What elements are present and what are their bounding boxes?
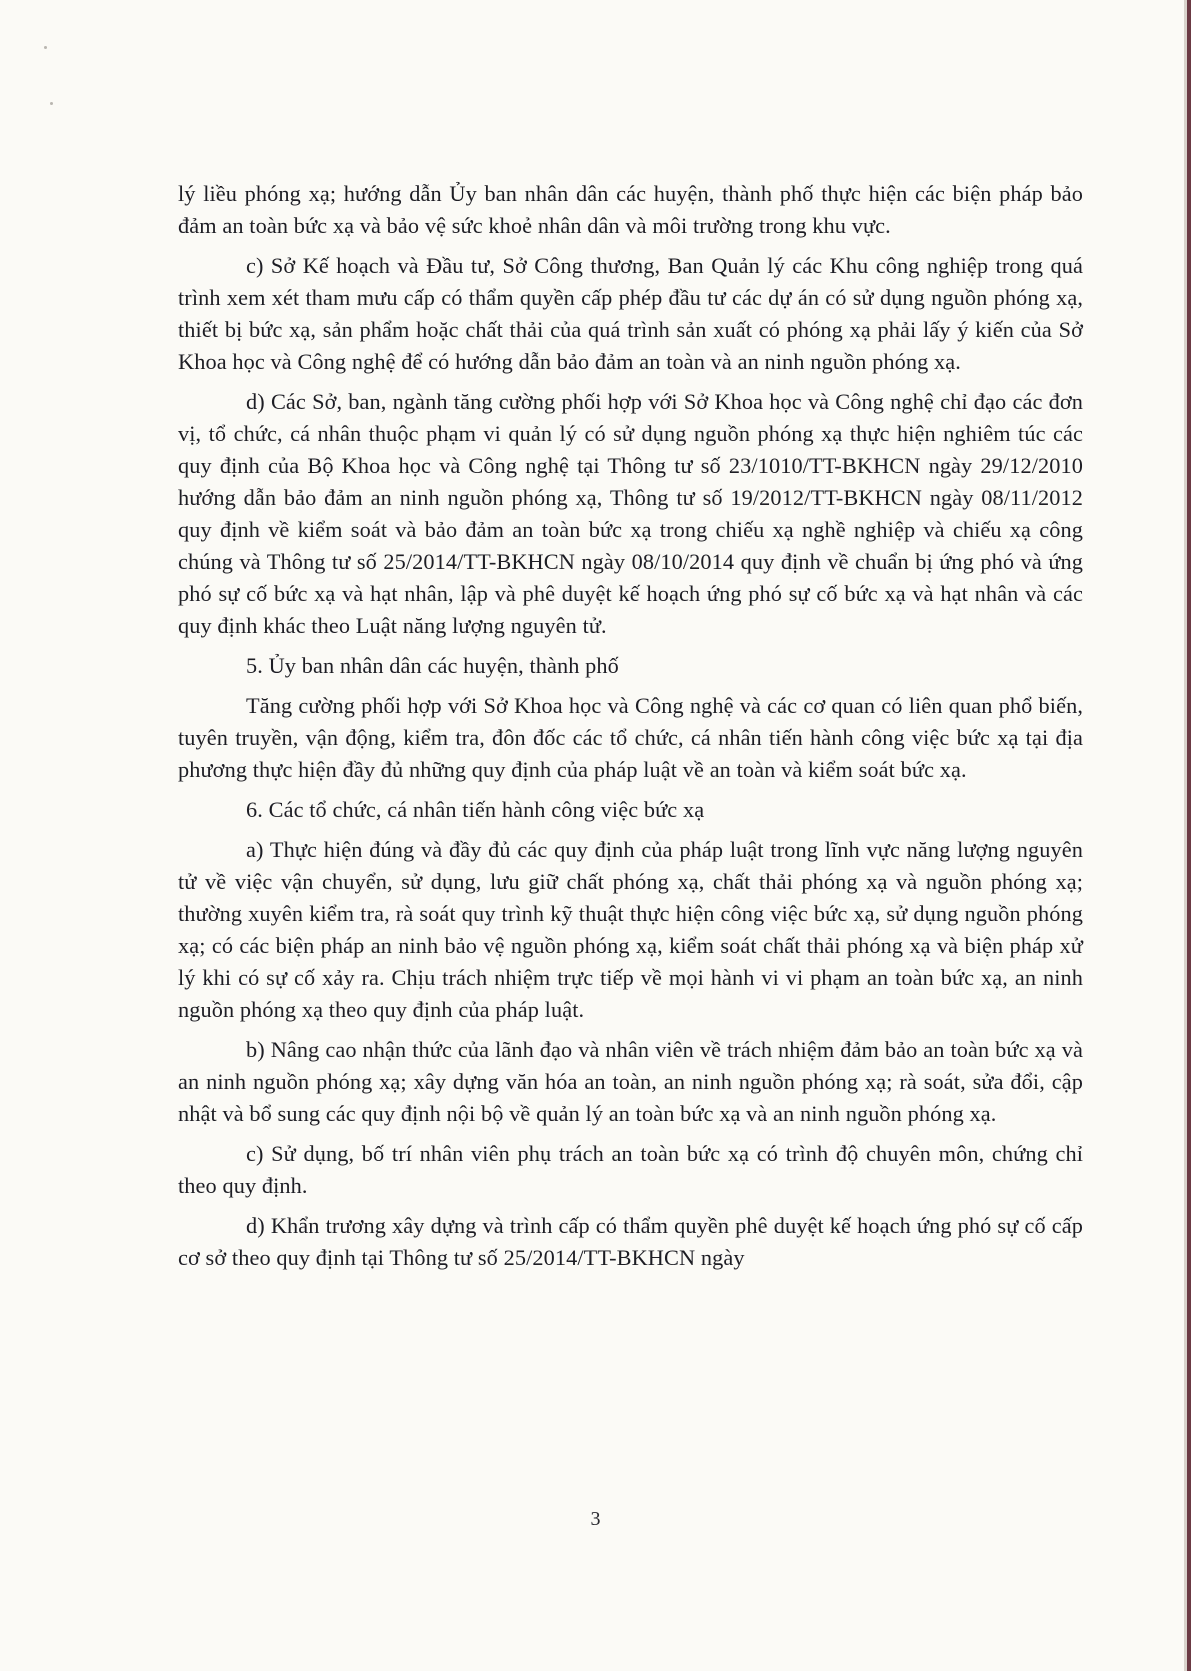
- paragraph-section-5: Tăng cường phối hợp với Sở Khoa học và Công nghệ và các cơ quan có liên quan phổ biến, tuyên truyền, vận động, kiểm tra, đôn đốc các tổ chức, cá nhân tiến hành công việc bức xạ tại địa phương thực hiện đầy đủ những quy định của pháp luật về an toàn và kiểm soát bức xạ.: [178, 693, 1083, 782]
- scan-speck: [50, 102, 53, 105]
- page-number: 3: [590, 1508, 601, 1530]
- paragraph-continuation: lý liều phóng xạ; hướng dẫn Ủy ban nhân dân các huyện, thành phố thực hiện các biện pháp bảo đảm an toàn bức xạ và bảo vệ sức khoẻ nhân dân và môi trường trong khu vực.: [178, 181, 1083, 238]
- paragraph-item-c: c) Sở Kế hoạch và Đầu tư, Sở Công thương, Ban Quản lý các Khu công nghiệp trong quá trình xem xét tham mưu cấp có thẩm quyền cấp phép đầu tư các dự án có sử dụng nguồn phóng xạ, thiết bị bức xạ, sản phẩm hoặc chất thải của quá trình sản xuất có phóng xạ phải lấy ý kiến của Sở Khoa học và Công nghệ để có hướng dẫn bảo đảm an toàn và an ninh nguồn phóng xạ.: [178, 253, 1083, 374]
- paragraph-item-d: d) Các Sở, ban, ngành tăng cường phối hợp với Sở Khoa học và Công nghệ chỉ đạo các đơn vị, tổ chức, cá nhân thuộc phạm vi quản lý có sử dụng nguồn phóng xạ thực hiện nghiêm túc các quy định của Bộ Khoa học và Công nghệ tại Thông tư số 23/1010/TT-BKHCN ngày 29/12/2010 hướng dẫn bảo đảm an ninh nguồn phóng xạ, Thông tư số 19/2012/TT-BKHCN ngày 08/11/2012 quy định về kiểm soát và bảo đảm an toàn bức xạ trong chiếu xạ nghề nghiệp và chiếu xạ công chúng và Thông tư số 25/2014/TT-BKHCN ngày 08/10/2014 quy định về chuẩn bị ứng phó và ứng phó sự cố bức xạ và hạt nhân, lập và phê duyệt kế hoạch ứng phó sự cố bức xạ và hạt nhân và các quy định khác theo Luật năng lượng nguyên tử.: [178, 389, 1083, 638]
- paragraph-item-d2: d) Khẩn trương xây dựng và trình cấp có thẩm quyền phê duyệt kế hoạch ứng phó sự cố cấp cơ sở theo quy định tại Thông tư số 25/2014/TT-BKHCN ngày: [178, 1213, 1083, 1270]
- paragraph-item-b: b) Nâng cao nhận thức của lãnh đạo và nhân viên về trách nhiệm đảm bảo an toàn bức xạ và an ninh nguồn phóng xạ; xây dựng văn hóa an toàn, an ninh nguồn phóng xạ; rà soát, sửa đổi, cập nhật và bổ sung các quy định nội bộ về quản lý an toàn bức xạ và an ninh nguồn phóng xạ.: [178, 1037, 1083, 1126]
- document-body: [178, 178, 1083, 1282]
- paragraph-item-a: a) Thực hiện đúng và đầy đủ các quy định của pháp luật trong lĩnh vực năng lượng nguyên tử về việc vận chuyển, sử dụng, lưu giữ chất phóng xạ, chất thải phóng xạ và nguồn phóng xạ; thường xuyên kiểm tra, rà soát quy trình kỹ thuật thực hiện công việc bức xạ, sử dụng nguồn phóng xạ; có các biện pháp an ninh bảo vệ nguồn phóng xạ, kiểm soát chất thải phóng xạ và biện pháp xử lý khi có sự cố xảy ra. Chịu trách nhiệm trực tiếp về mọi hành vi vi phạm an toàn bức xạ, an ninh nguồn phóng xạ theo quy định của pháp luật.: [178, 837, 1083, 1022]
- scan-edge: [1187, 0, 1191, 1671]
- paragraph-item-c2: c) Sử dụng, bố trí nhân viên phụ trách an toàn bức xạ có trình độ chuyên môn, chứng chỉ theo quy định.: [178, 1141, 1083, 1198]
- section-heading-6: 6. Các tổ chức, cá nhân tiến hành công việc bức xạ: [246, 797, 705, 822]
- scan-speck: [44, 46, 47, 49]
- section-heading-5: 5. Ủy ban nhân dân các huyện, thành phố: [246, 653, 619, 678]
